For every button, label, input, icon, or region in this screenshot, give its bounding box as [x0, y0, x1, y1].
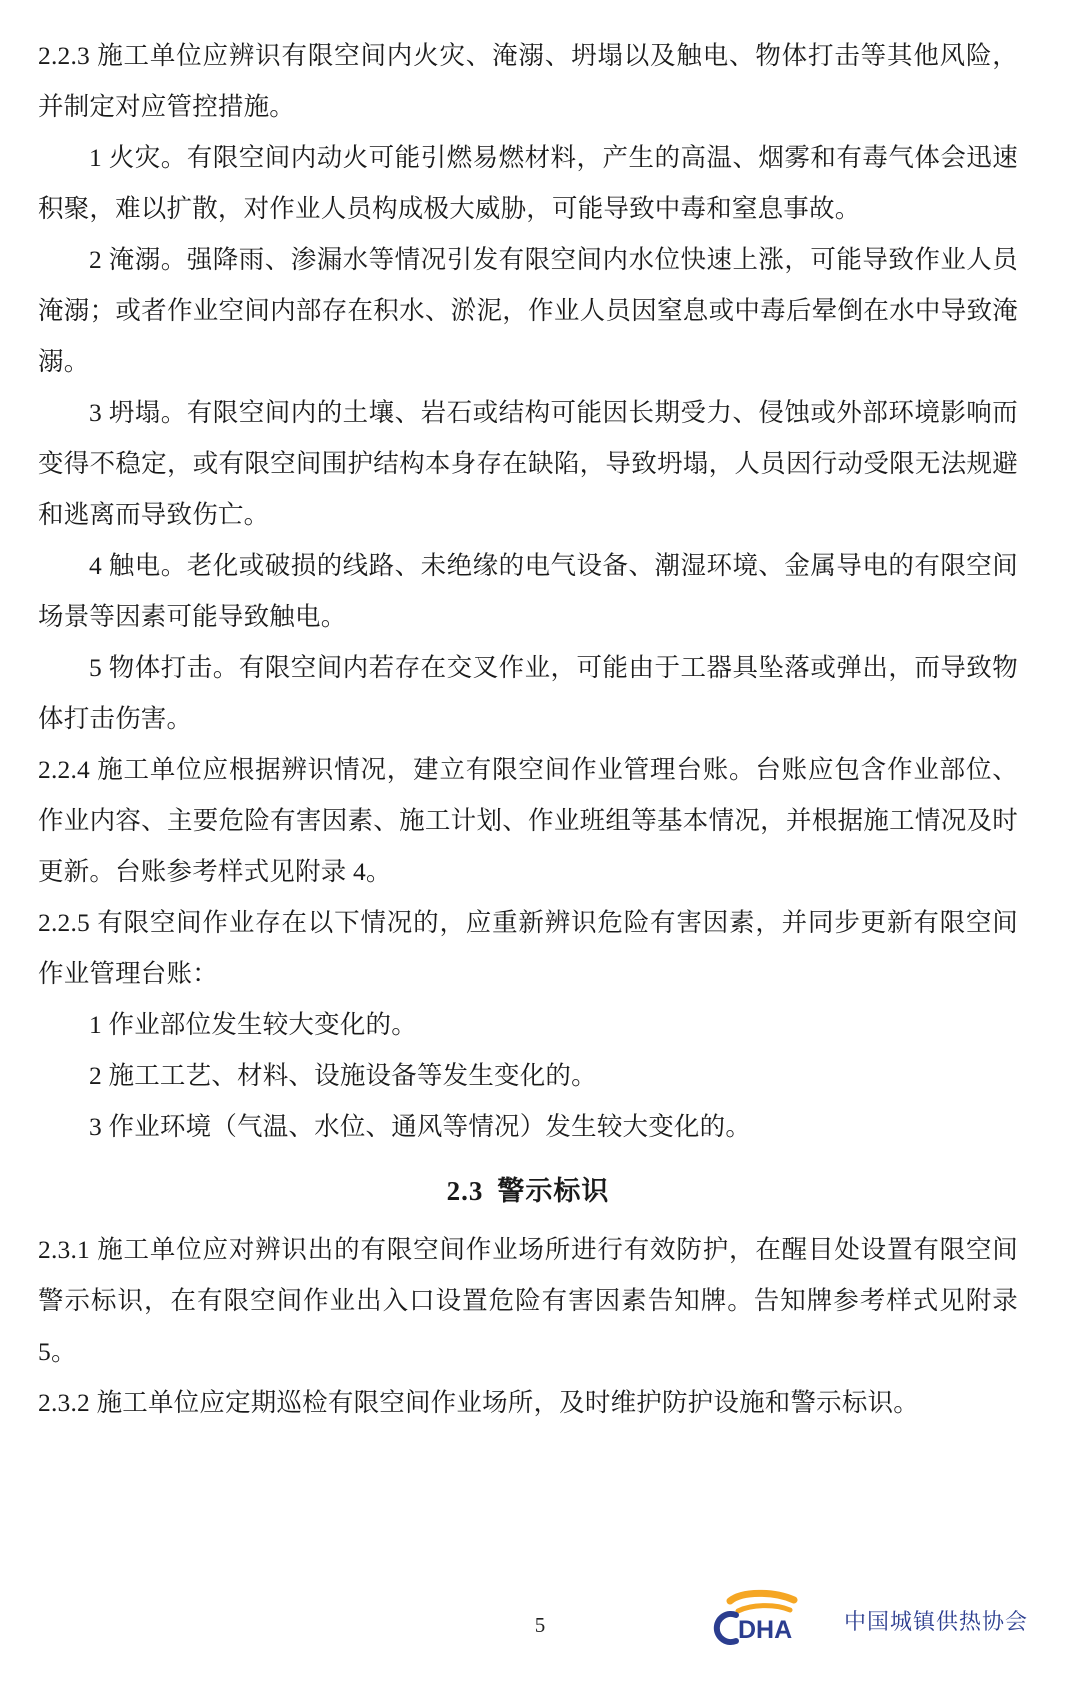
- list-item-electric-shock: 4 触电。老化或破损的线路、未绝缘的电气设备、潮湿环境、金属导电的有限空间场景等因素可能导致触电。: [38, 551, 1018, 631]
- list-item-2-2-5-1: 1 作业部位发生较大变化的。: [89, 1010, 417, 1039]
- paragraph-2-3-2: 2.3.2 施工单位应定期巡检有限空间作业场所，及时维护防护设施和警示标识。: [38, 1388, 919, 1417]
- cdha-logo-icon: [708, 1589, 834, 1651]
- paragraph-2-2-5: 2.2.5 有限空间作业存在以下情况的，应重新辨识危险有害因素，并同步更新有限空间作业管理台账：: [38, 908, 1018, 988]
- list-item-drowning: 2 淹溺。强降雨、渗漏水等情况引发有限空间内水位快速上涨，可能导致作业人员淹溺；或者作业空间内部存在积水、淤泥，作业人员因窒息或中毒后晕倒在水中导致淹溺。: [38, 245, 1018, 376]
- page-number: 5: [534, 1613, 546, 1637]
- section-title: 警示标识: [497, 1176, 610, 1206]
- page-footer: [0, 1567, 1080, 1677]
- section-heading-2-3: [38, 1162, 1018, 1220]
- svg-text:DHA: DHA: [737, 1616, 793, 1644]
- list-item-2-2-5-2: 2 施工工艺、材料、设施设备等发生变化的。: [89, 1061, 597, 1090]
- list-item-object-strike: 5 物体打击。有限空间内若存在交叉作业，可能由于工器具坠落或弹出，而导致物体打击伤害。: [38, 653, 1018, 733]
- organization-logo: [708, 1589, 1028, 1651]
- paragraph-2-3-1: 2.3.1 施工单位应对辨识出的有限空间作业场所进行有效防护，在醒目处设置有限空间警示标识，在有限空间作业出入口设置危险有害因素告知牌。告知牌参考样式见附录 5。: [38, 1235, 1018, 1366]
- list-item-collapse: 3 坍塌。有限空间内的土壤、岩石或结构可能因长期受力、侵蚀或外部环境影响而变得不稳定，或有限空间围护结构本身存在缺陷，导致坍塌，人员因行动受限无法规避和逃离而导致伤亡。: [38, 398, 1018, 529]
- organization-name: 中国城镇供热协会: [843, 1608, 1028, 1634]
- section-number: 2.3: [446, 1176, 484, 1206]
- list-item-2-2-5-3: 3 作业环境（气温、水位、通风等情况）发生较大变化的。: [89, 1112, 752, 1141]
- paragraph-2-2-3: 2.2.3 施工单位应辨识有限空间内火灾、淹溺、坍塌以及触电、物体打击等其他风险，并制定对应管控措施。: [38, 41, 1018, 121]
- paragraph-2-2-4: 2.2.4 施工单位应根据辨识情况，建立有限空间作业管理台账。台账应包含作业部位、作业内容、主要危险有害因素、施工计划、作业班组等基本情况，并根据施工情况及时更新。台账参考样式见附录 4。: [38, 755, 1018, 886]
- list-item-fire: 1 火灾。有限空间内动火可能引燃易燃材料，产生的高温、烟雾和有毒气体会迅速积聚，难以扩散，对作业人员构成极大威胁，可能导致中毒和窒息事故。: [38, 143, 1018, 223]
